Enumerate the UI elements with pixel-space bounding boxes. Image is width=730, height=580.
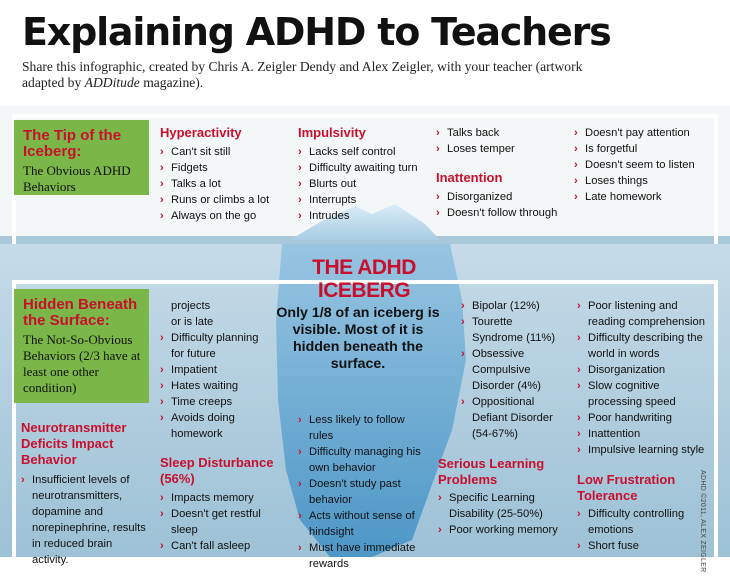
list-item: › Talks back	[436, 125, 566, 141]
hidden-heading: Hidden Beneath the Surface:	[23, 296, 138, 329]
list-item: › Avoids doing homework	[160, 410, 268, 442]
list-item: › Poor handwriting	[577, 410, 707, 426]
list-item: › Poor working memory	[438, 522, 560, 538]
list-item: › Late homework	[574, 189, 714, 205]
list-item: › Always on the go	[160, 208, 290, 224]
hyperactivity-heading: Hyperactivity	[160, 125, 242, 140]
impulsivity-heading: Impulsivity	[298, 125, 366, 140]
frustration-heading: Low Frustration Tolerance	[577, 472, 676, 503]
list-item: › Difficulty controlling emotions	[577, 506, 707, 538]
list-item: › Can't fall asleep	[160, 538, 270, 554]
list-item: › Loses things	[574, 173, 714, 189]
list-item: › Bipolar (12%)	[461, 298, 559, 314]
iceberg-description: Only 1/8 of an iceberg is visible. Most of it is hidden beneath the surface.	[276, 305, 440, 372]
list-item: › Hates waiting	[160, 378, 268, 394]
list-item: › Impacts memory	[160, 490, 270, 506]
credit-line: ADHD ©2011, ALEX ZEIGLER	[699, 470, 706, 573]
list-item: › Acts without sense of hindsight	[298, 508, 428, 540]
col3-top-list	[436, 125, 566, 157]
inattention-heading: Inattention	[436, 170, 503, 185]
col4-hidden-list	[577, 298, 707, 458]
list-item-continued: projects	[171, 300, 211, 312]
list-item: › Difficulty awaiting turn	[298, 160, 433, 176]
list-item: › Disorganization	[577, 362, 707, 378]
hidden-beneath-box	[14, 289, 149, 403]
list-item: › Runs or climbs a lot	[160, 192, 290, 208]
list-item: › Difficulty describing the world in words	[577, 330, 707, 362]
list-item: › Difficulty managing his own behavior	[298, 444, 428, 476]
list-item: › Doesn't pay attention	[574, 125, 714, 141]
learning-list	[438, 490, 560, 538]
page-subtitle: Share this infographic, created by Chris A. Zeigler Dendy and Alex Zeigler, with your teacher (artwork adapted by ADDitude magazine).	[22, 59, 583, 90]
inattention-list	[436, 189, 571, 221]
learning-heading: Serious Learning Problems	[438, 456, 545, 487]
list-item: › Talks a lot	[160, 176, 290, 192]
list-item: › Doesn't study past behavior	[298, 476, 428, 508]
list-item: › Oppositional Defiant Disorder (54-67%)	[461, 394, 559, 442]
list-item: › Fidgets	[160, 160, 290, 176]
list-item: › Doesn't get restful sleep	[160, 506, 270, 538]
tip-heading: The Tip of the Iceberg:	[23, 127, 122, 160]
col2-hidden-list	[160, 298, 268, 442]
hidden-text: The Not-So-Obvious Behaviors (2/3 have at least one other condition)	[23, 332, 141, 395]
list-item: › Must have immediate rewards	[298, 540, 428, 572]
list-item: › Doesn't follow through	[436, 205, 571, 221]
list-item: › Intrudes	[298, 208, 433, 224]
list-item: › Less likely to follow rules	[298, 412, 428, 444]
list-item: › Impulsive learning style	[577, 442, 707, 458]
list-item: › Loses temper	[436, 141, 566, 157]
sleep-list	[160, 490, 270, 554]
list-item: › Difficulty planning for future	[160, 330, 268, 362]
list-item: › Blurts out	[298, 176, 433, 192]
list-item: › Poor listening and reading comprehension	[577, 298, 707, 330]
hyperactivity-list	[160, 144, 290, 224]
neuro-list	[21, 472, 146, 568]
list-item: › Interrupts	[298, 192, 433, 208]
list-item: › Doesn't seem to listen	[574, 157, 714, 173]
list-item: › Obsessive Compulsive Disorder (4%)	[461, 346, 559, 394]
center-hidden-list	[298, 412, 428, 572]
list-item: › Short fuse	[577, 538, 707, 554]
tip-text: The Obvious ADHD Behaviors	[23, 163, 131, 194]
list-item: › Slow cognitive processing speed	[577, 378, 707, 410]
list-item-continued: or is late	[171, 316, 214, 328]
comorbid-list	[461, 298, 559, 442]
list-item: › Inattention	[577, 426, 707, 442]
list-item: › Disorganized	[436, 189, 571, 205]
list-item: › Lacks self control	[298, 144, 433, 160]
page-title: Explaining ADHD to Teachers	[22, 10, 611, 54]
list-item: › Time creeps	[160, 394, 268, 410]
neuro-heading: Neurotransmitter Deficits Impact Behavior	[21, 420, 127, 467]
sleep-heading: Sleep Disturbance (56%)	[160, 455, 274, 486]
tip-of-iceberg-box	[14, 120, 149, 195]
list-item: › Can't sit still	[160, 144, 290, 160]
impulsivity-list	[298, 144, 433, 224]
list-item: › Impatient	[160, 362, 268, 378]
list-item: › Insufficient levels of neurotransmitters, dopamine and norepinephrine, results in reduced brain activity.	[21, 472, 146, 568]
col4-top-list	[574, 125, 714, 205]
list-item: › Is forgetful	[574, 141, 714, 157]
list-item: › Tourette Syndrome (11%)	[461, 314, 559, 346]
iceberg-title: THE ADHD ICEBERG	[312, 256, 416, 302]
list-item: › Specific Learning Disability (25-50%)	[438, 490, 560, 522]
frustration-list	[577, 506, 707, 554]
